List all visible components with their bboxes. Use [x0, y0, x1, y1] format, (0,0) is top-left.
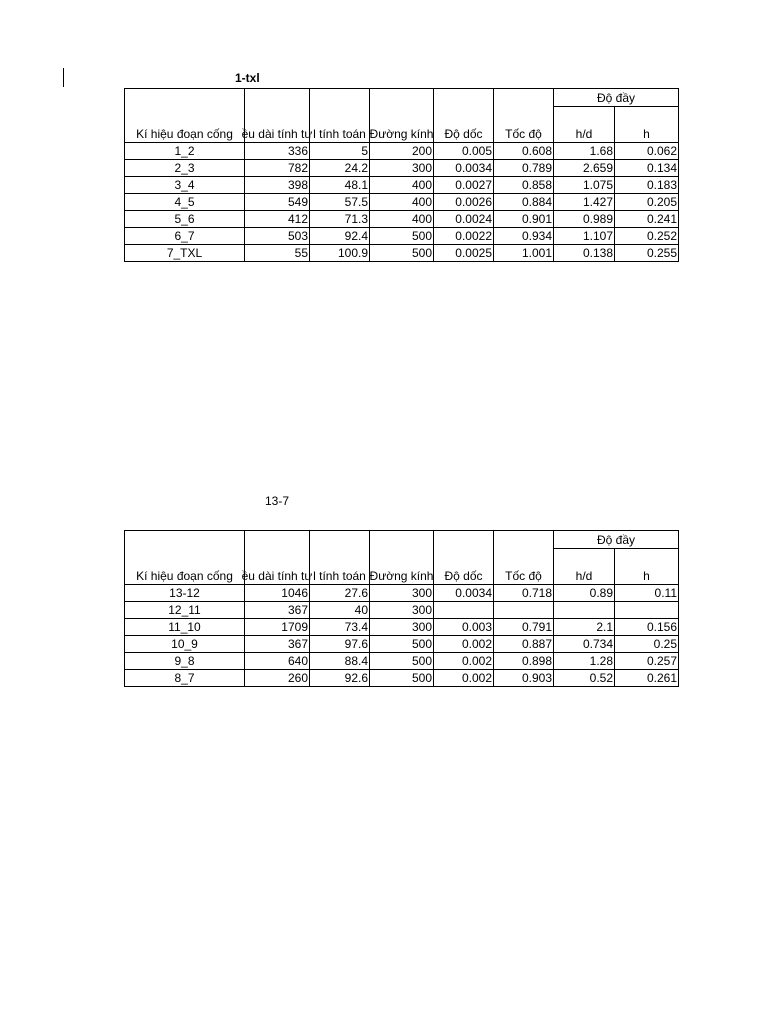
table-cell: 500 — [370, 636, 434, 653]
table-cell: 0.989 — [554, 211, 615, 228]
table-cell: 0.134 — [615, 160, 679, 177]
cell-pipe-id: 10_9 — [125, 636, 245, 653]
table-cell: 0.257 — [615, 653, 679, 670]
table-cell: 97.6 — [310, 636, 370, 653]
table-cell: 0.002 — [434, 636, 494, 653]
cell-pipe-id: 9_8 — [125, 653, 245, 670]
table-cell: 0.0022 — [434, 228, 494, 245]
table-cell: 0.002 — [434, 670, 494, 687]
table-cell: 400 — [370, 177, 434, 194]
table-cell: 500 — [370, 245, 434, 262]
table-row — [125, 228, 679, 245]
table-cell: 48.1 — [310, 177, 370, 194]
table-cell: 782 — [245, 160, 310, 177]
table-cell: 0.138 — [554, 245, 615, 262]
table-cell: 0.252 — [615, 228, 679, 245]
table-cell: 0.934 — [494, 228, 554, 245]
header-fill-group: Độ đầy — [554, 531, 679, 549]
table-cell: 24.2 — [310, 160, 370, 177]
table-cell: 500 — [370, 670, 434, 687]
header-h-d: h/d — [554, 107, 615, 143]
header-velocity: Tốc độ — [494, 531, 554, 585]
cell-pipe-id: 8_7 — [125, 670, 245, 687]
header-length: ều dài tính tư — [245, 531, 310, 585]
table-cell: 260 — [245, 670, 310, 687]
table-cell: 367 — [245, 602, 310, 619]
table-cell: 55 — [245, 245, 310, 262]
table-row — [125, 653, 679, 670]
table-cell: 0.0027 — [434, 177, 494, 194]
table-cell: 1.075 — [554, 177, 615, 194]
table-cell: 500 — [370, 228, 434, 245]
header-pipe-id: Kí hiệu đoạn cống — [125, 89, 245, 143]
table-cell: 0.789 — [494, 160, 554, 177]
header-fill-group: Độ đầy — [554, 89, 679, 107]
table-cell — [434, 602, 494, 619]
header-velocity: Tốc độ — [494, 89, 554, 143]
table-cell: 0.261 — [615, 670, 679, 687]
header-slope: Độ dốc — [434, 89, 494, 143]
table-cell: 27.6 — [310, 585, 370, 602]
table-row — [125, 211, 679, 228]
table-cell: 71.3 — [310, 211, 370, 228]
cell-pipe-id: 1_2 — [125, 143, 245, 160]
table-cell: 0.791 — [494, 619, 554, 636]
table-cell: 92.4 — [310, 228, 370, 245]
table-cell: 0.608 — [494, 143, 554, 160]
table-row — [125, 177, 679, 194]
table-cell: 0.255 — [615, 245, 679, 262]
table-cell: 88.4 — [310, 653, 370, 670]
cell-pipe-id: 6_7 — [125, 228, 245, 245]
table-cell: 0.0024 — [434, 211, 494, 228]
table-row — [125, 670, 679, 687]
table-cell: 0.0026 — [434, 194, 494, 211]
table-cell: 0.205 — [615, 194, 679, 211]
table-cell: 300 — [370, 602, 434, 619]
text-cursor — [63, 68, 64, 87]
table-cell: 0.52 — [554, 670, 615, 687]
table-cell: 2.1 — [554, 619, 615, 636]
table-row — [125, 194, 679, 211]
table-cell: 400 — [370, 211, 434, 228]
header-h: h — [615, 549, 679, 585]
table-cell: 0.89 — [554, 585, 615, 602]
table-cell: 300 — [370, 160, 434, 177]
table-cell: 412 — [245, 211, 310, 228]
table-cell: 0.003 — [434, 619, 494, 636]
table-row — [125, 619, 679, 636]
table-cell: 92.6 — [310, 670, 370, 687]
table-cell: 0.241 — [615, 211, 679, 228]
cell-pipe-id: 13-12 — [125, 585, 245, 602]
table-cell: 5 — [310, 143, 370, 160]
table-cell — [615, 602, 679, 619]
table-cell: 0.0025 — [434, 245, 494, 262]
header-length: ều dài tính tư — [245, 89, 310, 143]
table-cell: 2.659 — [554, 160, 615, 177]
table-cell: 500 — [370, 653, 434, 670]
cell-pipe-id: 11_10 — [125, 619, 245, 636]
table-cell: 0.005 — [434, 143, 494, 160]
table-row — [125, 585, 679, 602]
table-row — [125, 636, 679, 653]
table-cell: 0.25 — [615, 636, 679, 653]
header-slope: Độ dốc — [434, 531, 494, 585]
table-cell: 0.903 — [494, 670, 554, 687]
table-13-7 — [124, 530, 679, 687]
table-cell: 549 — [245, 194, 310, 211]
table-cell: 0.0034 — [434, 160, 494, 177]
header-pipe-id: Kí hiệu đoạn cống — [125, 531, 245, 585]
table-cell: 0.734 — [554, 636, 615, 653]
header-flow: l tính toán — [310, 89, 370, 143]
table-cell — [494, 602, 554, 619]
table-cell: 1046 — [245, 585, 310, 602]
cell-pipe-id: 4_5 — [125, 194, 245, 211]
header-diameter: Đường kính — [370, 531, 434, 585]
table-cell: 0.898 — [494, 653, 554, 670]
table-cell: 1.107 — [554, 228, 615, 245]
table-row — [125, 160, 679, 177]
table-cell: 57.5 — [310, 194, 370, 211]
table-cell: 640 — [245, 653, 310, 670]
table-cell: 0.718 — [494, 585, 554, 602]
section-title-1-txl: 1-txl — [235, 71, 260, 85]
table-cell: 503 — [245, 228, 310, 245]
table-cell: 100.9 — [310, 245, 370, 262]
table-row — [125, 602, 679, 619]
header-flow: l tính toán — [310, 531, 370, 585]
table-cell: 300 — [370, 619, 434, 636]
table-cell: 0.002 — [434, 653, 494, 670]
table-cell: 1709 — [245, 619, 310, 636]
cell-pipe-id: 7_TXL — [125, 245, 245, 262]
table-cell: 398 — [245, 177, 310, 194]
header-h-d: h/d — [554, 549, 615, 585]
table-cell: 0.887 — [494, 636, 554, 653]
cell-pipe-id: 2_3 — [125, 160, 245, 177]
table-cell: 1.28 — [554, 653, 615, 670]
cell-pipe-id: 12_11 — [125, 602, 245, 619]
table-cell: 0.183 — [615, 177, 679, 194]
table-cell: 0.884 — [494, 194, 554, 211]
table-cell: 336 — [245, 143, 310, 160]
table-cell: 0.0034 — [434, 585, 494, 602]
cell-pipe-id: 3_4 — [125, 177, 245, 194]
table-cell: 0.156 — [615, 619, 679, 636]
table-cell: 0.901 — [494, 211, 554, 228]
table-cell: 300 — [370, 585, 434, 602]
table-cell: 200 — [370, 143, 434, 160]
table-cell: 73.4 — [310, 619, 370, 636]
table-cell: 40 — [310, 602, 370, 619]
table-row — [125, 245, 679, 262]
table-cell: 1.68 — [554, 143, 615, 160]
table-cell: 1.001 — [494, 245, 554, 262]
section-title-13-7: 13-7 — [265, 494, 290, 508]
header-diameter: Đường kính — [370, 89, 434, 143]
table-cell: 0.858 — [494, 177, 554, 194]
table-cell: 1.427 — [554, 194, 615, 211]
table-cell: 0.11 — [615, 585, 679, 602]
table-row — [125, 143, 679, 160]
table-1-txl — [124, 88, 679, 262]
table-cell: 0.062 — [615, 143, 679, 160]
table-cell: 367 — [245, 636, 310, 653]
table-cell: 400 — [370, 194, 434, 211]
cell-pipe-id: 5_6 — [125, 211, 245, 228]
header-h: h — [615, 107, 679, 143]
table-cell — [554, 602, 615, 619]
